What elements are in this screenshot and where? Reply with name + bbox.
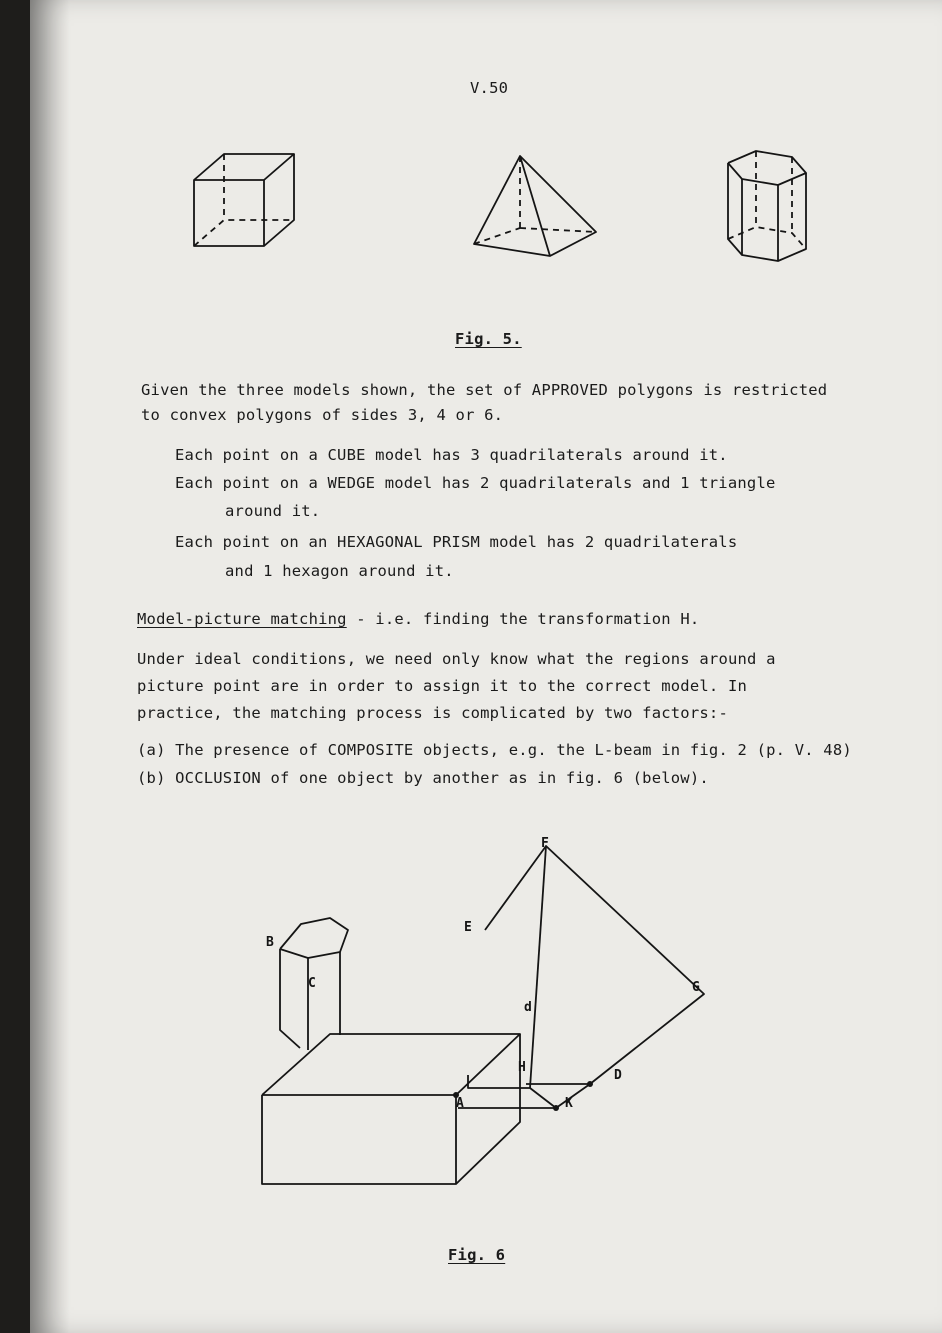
intro-line-1: Given the three models shown, the set of APPROVED polygons is restricted [141, 381, 828, 399]
label-c: C [308, 976, 316, 991]
document-page [30, 0, 942, 1333]
factor-a: (a) The presence of COMPOSITE objects, e.g. the L-beam in fig. 2 (p. V. 48) [137, 741, 852, 759]
label-b: B [266, 935, 274, 950]
label-g: G [692, 980, 700, 995]
wedge-point-text-2: around it. [225, 502, 321, 520]
hex-point-text-1: Each point on an HEXAGONAL PRISM model has 2 quadrilaterals [175, 533, 738, 551]
occlusion-scene-figure-icon [30, 0, 942, 1333]
matching-line-3: practice, the matching process is complicated by two factors:- [137, 704, 728, 722]
matching-heading-rest: - i.e. finding the transformation H. [346, 610, 700, 628]
label-a: A [456, 1096, 464, 1111]
hex-point-text-2: and 1 hexagon around it. [225, 562, 454, 580]
label-h: H [518, 1060, 526, 1075]
page-number: V.50 [470, 79, 509, 97]
label-k: K [565, 1096, 573, 1111]
matching-heading: Model-picture matching [137, 610, 347, 628]
factor-b: (b) OCCLUSION of one object by another as in fig. 6 (below). [137, 769, 709, 787]
fig5-caption: Fig. 5. [455, 330, 522, 348]
label-d-upper: D [614, 1068, 622, 1083]
label-f: F [541, 836, 549, 851]
wedge-point-text-1: Each point on a WEDGE model has 2 quadrilaterals and 1 triangle [175, 474, 776, 492]
intro-line-2: to convex polygons of sides 3, 4 or 6. [141, 406, 504, 424]
fig6-caption: Fig. 6 [448, 1246, 506, 1264]
matching-line-2: picture point are in order to assign it to the correct model. In [137, 677, 748, 695]
label-e: E [464, 920, 472, 935]
label-d-lower: d [524, 1000, 532, 1015]
matching-line-1: Under ideal conditions, we need only know what the regions around a [137, 650, 776, 668]
cube-point-text: Each point on a CUBE model has 3 quadrilaterals around it. [175, 446, 728, 464]
